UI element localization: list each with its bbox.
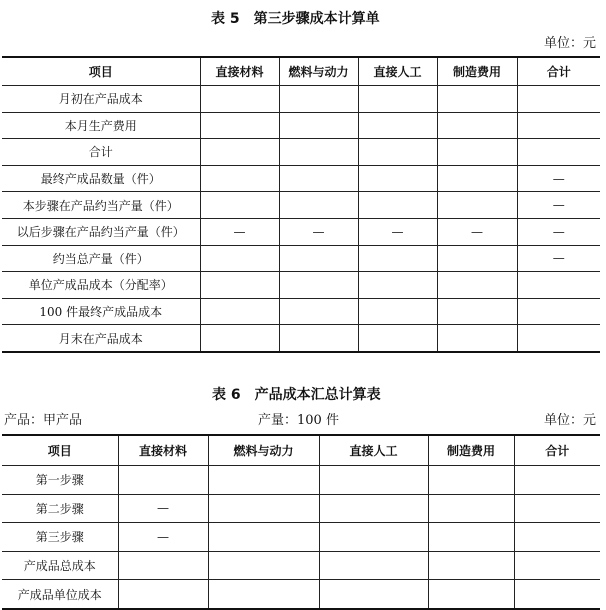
row-label: 单位产成品成本（分配率） xyxy=(2,272,200,299)
row-label: 100 件最终产成品成本 xyxy=(2,298,200,325)
table-cell xyxy=(319,494,428,523)
table5-header-total: 合计 xyxy=(517,57,600,86)
table-cell xyxy=(514,523,600,552)
table-cell xyxy=(118,580,208,609)
table6-header-fuel-power: 燃料与动力 xyxy=(208,435,319,466)
table-cell xyxy=(208,494,319,523)
table-cell: — xyxy=(437,218,517,245)
table5-header-labor: 直接人工 xyxy=(358,57,437,86)
table-cell xyxy=(319,466,428,495)
table-cell xyxy=(200,298,279,325)
table-row xyxy=(2,580,600,609)
table-cell xyxy=(279,192,358,219)
table-cell xyxy=(514,580,600,609)
table-cell xyxy=(437,86,517,113)
table-cell xyxy=(118,551,208,580)
table-row xyxy=(2,139,600,166)
table-cell: — xyxy=(200,218,279,245)
row-label: 第三步骤 xyxy=(2,523,118,552)
row-label: 本月生产费用 xyxy=(2,112,200,139)
row-label: 月初在产品成本 xyxy=(2,86,200,113)
table-cell xyxy=(358,112,437,139)
row-label: 以后步骤在产品约当产量（件） xyxy=(2,218,200,245)
table6-header-row xyxy=(2,435,600,466)
table-cell: — xyxy=(358,218,437,245)
table-cell xyxy=(437,272,517,299)
table-cell xyxy=(358,325,437,352)
table5-header-materials: 直接材料 xyxy=(200,57,279,86)
table6-header-labor: 直接人工 xyxy=(319,435,428,466)
table-cell xyxy=(319,523,428,552)
table-row xyxy=(2,494,600,523)
table-cell xyxy=(200,165,279,192)
table6-product: 产品：甲产品 xyxy=(4,413,83,428)
table6-title: 表 6 产品成本汇总计算表 xyxy=(212,387,381,403)
table-cell xyxy=(200,139,279,166)
table6-unit: 单位：元 xyxy=(543,413,596,428)
table-row xyxy=(2,165,600,192)
table-cell xyxy=(437,139,517,166)
table-row xyxy=(2,245,600,272)
table6-header-materials: 直接材料 xyxy=(118,435,208,466)
table-cell xyxy=(428,494,514,523)
row-label: 合计 xyxy=(2,139,200,166)
table-cell xyxy=(200,325,279,352)
table-cell xyxy=(118,466,208,495)
table6 xyxy=(2,434,600,610)
table-row xyxy=(2,325,600,352)
table-cell xyxy=(358,165,437,192)
table-row xyxy=(2,466,600,495)
table-cell xyxy=(208,523,319,552)
row-label: 第二步骤 xyxy=(2,494,118,523)
table5-header-row xyxy=(2,57,600,86)
table-cell xyxy=(279,139,358,166)
table-cell xyxy=(200,112,279,139)
table-row xyxy=(2,551,600,580)
table6-header-overhead: 制造费用 xyxy=(428,435,514,466)
table6-output: 产量：100 件 xyxy=(258,413,339,428)
table-cell xyxy=(358,245,437,272)
table-cell xyxy=(279,165,358,192)
row-label: 产成品总成本 xyxy=(2,551,118,580)
table-cell xyxy=(428,580,514,609)
table-cell xyxy=(437,245,517,272)
table-cell: — xyxy=(118,523,208,552)
table-cell xyxy=(517,298,600,325)
table-cell xyxy=(437,298,517,325)
table-cell xyxy=(428,523,514,552)
table-cell: — xyxy=(118,494,208,523)
table-cell xyxy=(200,245,279,272)
table-row xyxy=(2,86,600,113)
table-cell xyxy=(514,494,600,523)
table-cell xyxy=(358,192,437,219)
table-cell xyxy=(200,272,279,299)
table-row xyxy=(2,218,600,245)
table-row xyxy=(2,523,600,552)
table6-header-total: 合计 xyxy=(514,435,600,466)
table-cell xyxy=(200,86,279,113)
table-cell xyxy=(517,139,600,166)
table-cell xyxy=(279,272,358,299)
table-cell xyxy=(437,112,517,139)
table-row xyxy=(2,112,600,139)
table-cell xyxy=(319,551,428,580)
table-cell xyxy=(437,192,517,219)
table-cell xyxy=(200,192,279,219)
table-cell xyxy=(358,298,437,325)
table-cell xyxy=(517,325,600,352)
table-cell: — xyxy=(517,218,600,245)
table-cell xyxy=(319,580,428,609)
table-cell xyxy=(208,466,319,495)
table-cell xyxy=(279,298,358,325)
table-cell xyxy=(279,86,358,113)
table5-title: 表 5 第三步骤成本计算单 xyxy=(211,11,380,27)
table5 xyxy=(2,56,600,353)
table-cell xyxy=(279,245,358,272)
table-row xyxy=(2,298,600,325)
table-row xyxy=(2,192,600,219)
table-cell: — xyxy=(517,192,600,219)
table-row xyxy=(2,272,600,299)
table-cell xyxy=(514,466,600,495)
table-cell xyxy=(358,272,437,299)
row-label: 产成品单位成本 xyxy=(2,580,118,609)
table-cell xyxy=(208,580,319,609)
table-cell xyxy=(428,551,514,580)
table-cell xyxy=(517,272,600,299)
table-cell xyxy=(358,86,437,113)
row-label: 第一步骤 xyxy=(2,466,118,495)
table6-header-item: 项目 xyxy=(2,435,118,466)
table-cell xyxy=(437,165,517,192)
table-cell: — xyxy=(517,245,600,272)
table-cell xyxy=(358,139,437,166)
table-cell: — xyxy=(517,165,600,192)
row-label: 月末在产品成本 xyxy=(2,325,200,352)
table-cell xyxy=(279,112,358,139)
table-cell xyxy=(428,466,514,495)
table-cell xyxy=(517,112,600,139)
row-label: 最终产成品数量（件） xyxy=(2,165,200,192)
table-cell: — xyxy=(279,218,358,245)
row-label: 本步骤在产品约当产量（件） xyxy=(2,192,200,219)
table-cell xyxy=(517,86,600,113)
table-cell xyxy=(514,551,600,580)
row-label: 约当总产量（件） xyxy=(2,245,200,272)
table5-header-fuel-power: 燃料与动力 xyxy=(279,57,358,86)
table-cell xyxy=(437,325,517,352)
table-cell xyxy=(279,325,358,352)
table-cell xyxy=(208,551,319,580)
table5-unit: 单位：元 xyxy=(543,36,596,51)
table5-header-item: 项目 xyxy=(2,57,200,86)
table5-header-overhead: 制造费用 xyxy=(437,57,517,86)
